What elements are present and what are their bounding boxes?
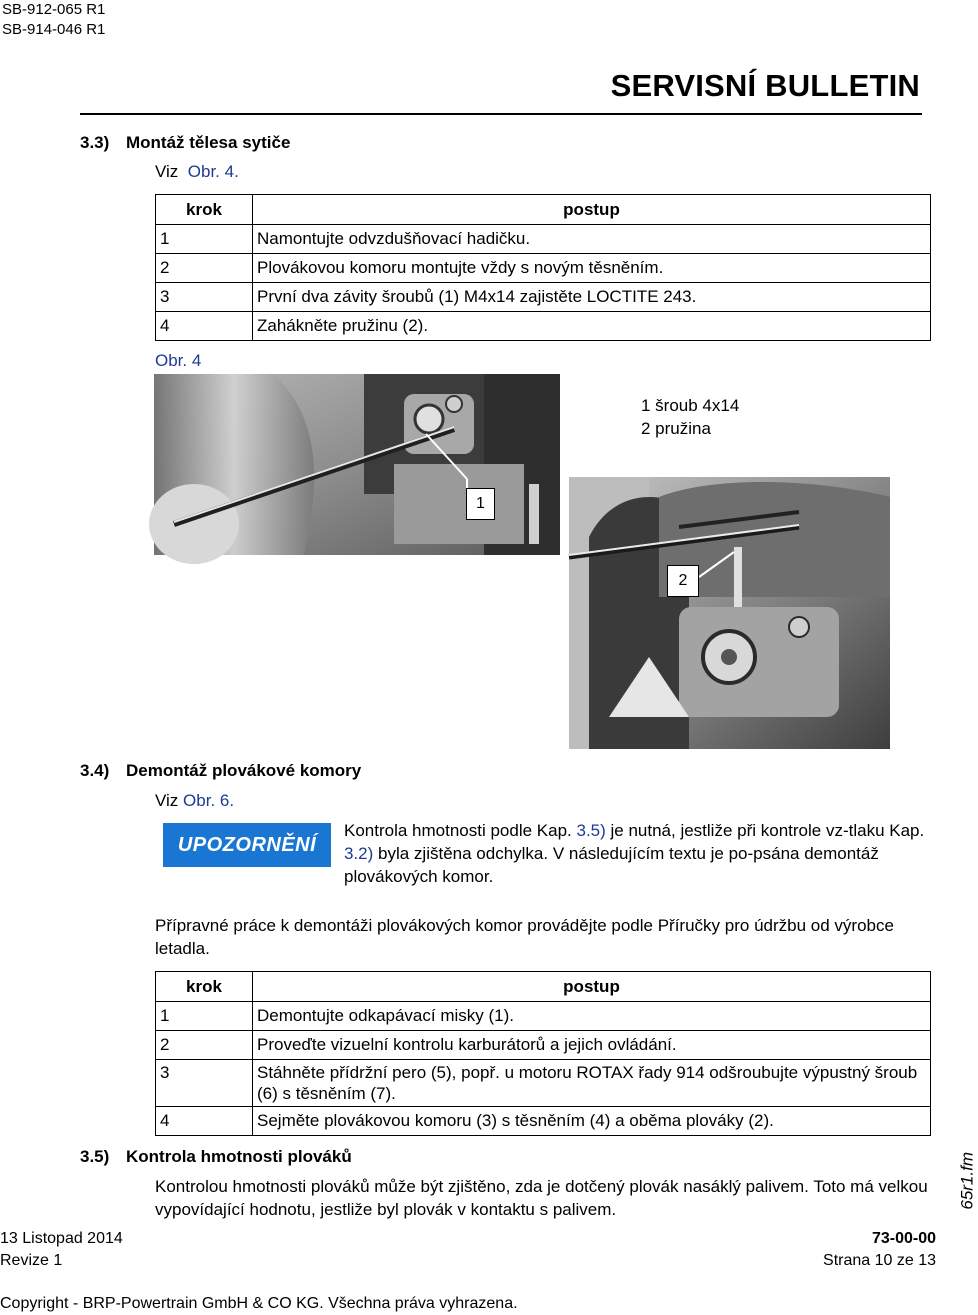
step-text: Zahákněte pružinu (2). — [253, 312, 931, 341]
warning-text-part: byla zjištěna odchylka. V následujícím textu je po-psána demontáž plovákových komor. — [344, 844, 879, 886]
section-title: Montáž tělesa sytiče — [126, 133, 291, 152]
header-step: krok — [156, 972, 253, 1002]
page-title: SERVISNÍ BULLETIN — [610, 68, 920, 103]
document-id-2: SB-914-046 R1 — [2, 21, 106, 38]
footer-page-number: Strana 10 ze 13 — [823, 1252, 936, 1269]
chapter-3-5-link[interactable]: 3.5) — [576, 821, 606, 840]
source-file-label: 65r1.fm — [958, 1152, 977, 1210]
footer-copyright: Copyright - BRP-Powertrain GmbH & CO KG. Všechna práva vyhrazena. — [0, 1295, 518, 1312]
document-id-block — [2, 0, 105, 40]
step-number: 4 — [156, 1107, 253, 1136]
step-text: První dva závity šroubů (1) M4x14 zajistěte LOCTITE 243. — [253, 283, 931, 312]
step-number: 4 — [156, 312, 253, 341]
section-3-3-ref — [155, 162, 239, 182]
document-id-1: SB-912-065 R1 — [2, 1, 106, 18]
figure-legend — [641, 394, 739, 440]
carburetor-photo-2-image — [569, 477, 890, 749]
step-text: Proveďte vizuelní kontrolu karburátorů a jejich ovládání. — [253, 1031, 931, 1060]
table-row — [156, 312, 931, 341]
legend-item-2: 2 pružina — [641, 419, 711, 438]
header-procedure: postup — [253, 195, 931, 225]
table-row — [156, 283, 931, 312]
preparation-text: Přípravné práce k demontáži plovákových komor provádějte podle Příručky pro údržbu od výrobce letadla. — [155, 916, 894, 958]
section-number: 3.5) — [80, 1147, 110, 1166]
section-3-4-ref — [155, 791, 234, 811]
table-row — [156, 225, 931, 254]
callout-2: 2 — [667, 565, 699, 597]
warning-text — [344, 819, 936, 888]
step-text: Plovákovou komoru montujte vždy s novým těsněním. — [253, 254, 931, 283]
ref-prefix: Viz — [155, 791, 179, 810]
table-row — [156, 1107, 931, 1136]
step-text: Namontujte odvzdušňovací hadičku. — [253, 225, 931, 254]
footer-ata-code: 73-00-00 — [871, 1230, 936, 1247]
step-text: Stáhněte přídržní pero (5), popř. u motoru ROTAX řady 914 odšroubujte výpustný šroub (6) s těsněním (7). — [253, 1060, 931, 1107]
legend-item-1: 1 šroub 4x14 — [641, 396, 740, 415]
step-number: 3 — [156, 1060, 253, 1107]
step-number: 1 — [156, 225, 253, 254]
section-3-5-heading — [80, 1147, 352, 1167]
table-row — [156, 1002, 931, 1031]
steps-table-2 — [155, 971, 931, 1136]
header-step: krok — [156, 195, 253, 225]
footer-date: 13 Listopad 2014 — [0, 1230, 123, 1247]
header-rule — [80, 113, 922, 115]
section-number: 3.3) — [80, 133, 110, 152]
footer-revision: Revize 1 — [0, 1252, 63, 1269]
warning-text-part: je nutná, jestliže při kontrole vz-tlaku Kap. — [605, 821, 925, 840]
steps-table-1 — [155, 194, 931, 341]
figure-6-link[interactable]: Obr. 6. — [183, 791, 235, 810]
step-number: 3 — [156, 283, 253, 312]
section-title: Demontáž plovákové komory — [126, 761, 362, 780]
table-row — [156, 1031, 931, 1060]
step-number: 2 — [156, 254, 253, 283]
section-3-5-text: Kontrolou hmotnosti plováků může být zjištěno, zda je dotčený plovák nasáklý palivem. Toto má velkou vypovídající hodnotu, jestliže byl plovák v kontaktu s palivem. — [155, 1177, 928, 1219]
figure-4-link[interactable]: Obr. 4. — [187, 162, 239, 181]
table-header-row — [156, 972, 931, 1002]
step-text: Demontujte odkapávací misky (1). — [253, 1002, 931, 1031]
section-number: 3.4) — [80, 761, 110, 780]
carburetor-photo-2 — [569, 477, 890, 749]
chapter-3-2-link[interactable]: 3.2) — [344, 844, 374, 863]
section-3-4-heading — [80, 761, 361, 781]
figure-label: Obr. 4 — [155, 351, 202, 370]
table-header-row — [156, 195, 931, 225]
step-number: 1 — [156, 1002, 253, 1031]
section-title: Kontrola hmotnosti plováků — [126, 1147, 352, 1166]
carburetor-photo-1 — [154, 374, 560, 555]
warning-text-part: Kontrola hmotnosti podle Kap. — [344, 821, 577, 840]
carburetor-photo-1-image — [154, 374, 560, 555]
table-row — [156, 254, 931, 283]
warning-badge: UPOZORNĚNÍ — [163, 823, 331, 867]
callout-1: 1 — [466, 488, 495, 520]
step-text: Sejměte plovákovou komoru (3) s těsněním (4) a oběma plováky (2). — [253, 1107, 931, 1136]
ref-prefix: Viz — [155, 162, 179, 181]
header-procedure: postup — [253, 972, 931, 1002]
section-3-3-heading — [80, 133, 290, 153]
table-row — [156, 1060, 931, 1107]
step-number: 2 — [156, 1031, 253, 1060]
